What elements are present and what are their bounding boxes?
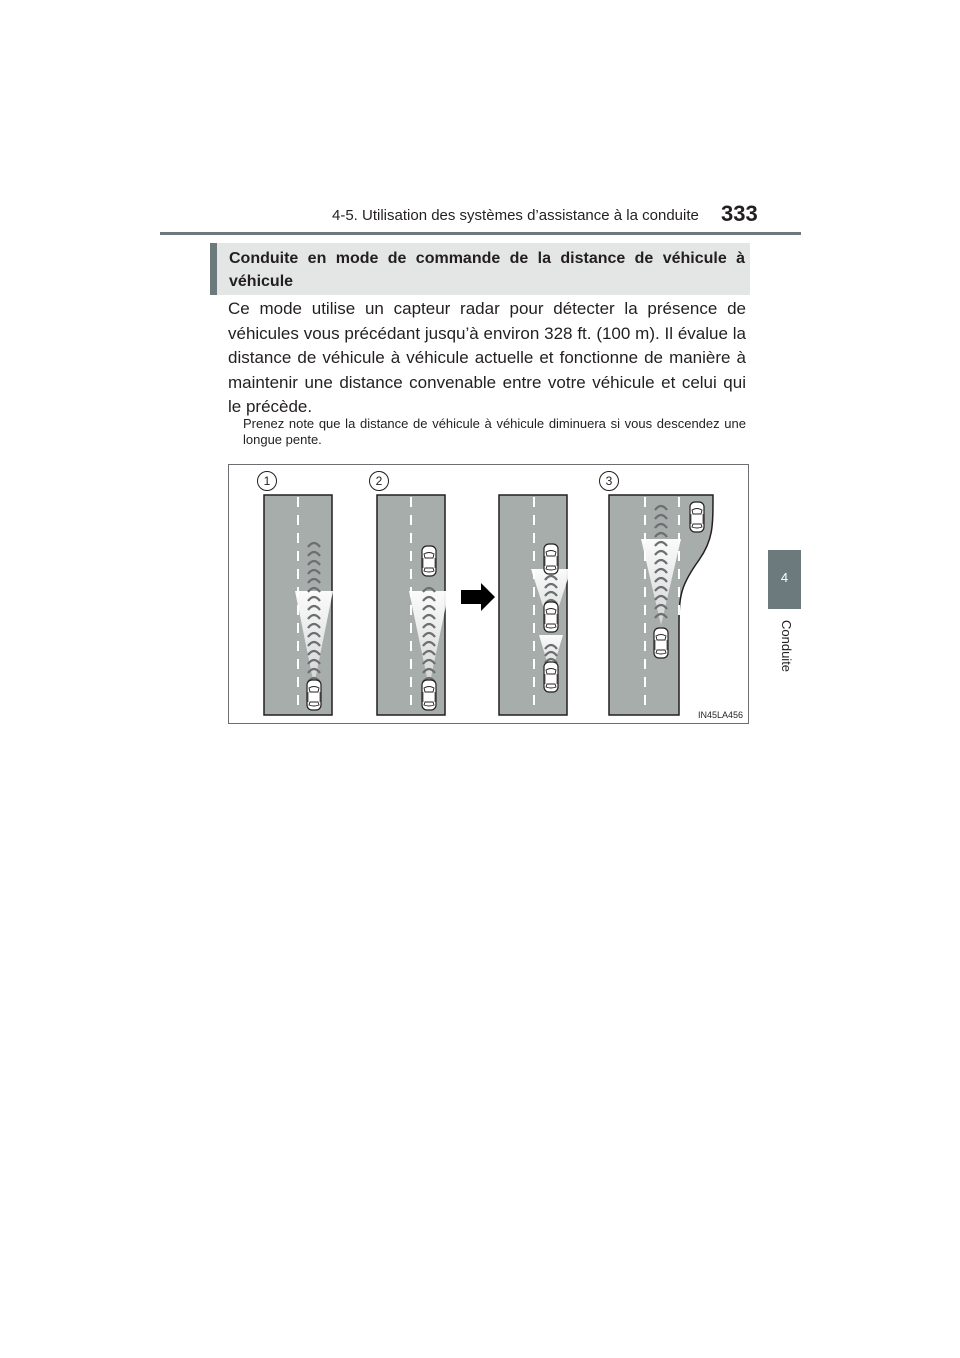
- illustration-svg: [229, 465, 750, 725]
- chapter-tab-label: Conduite: [779, 620, 794, 673]
- road-scene-1: [264, 495, 333, 715]
- section-heading-box: [210, 243, 750, 295]
- header-divider: [160, 232, 801, 235]
- road-scene-3: [609, 495, 713, 715]
- chapter-title: 4-5. Utilisation des systèmes d’assistance à la conduite: [332, 207, 699, 224]
- transition-arrow: [461, 583, 495, 611]
- figure-id: IN45LA456: [697, 710, 743, 720]
- note-paragraph: Prenez note que la distance de véhicule à véhicule diminuera si vous descendez une longue pente.: [243, 416, 746, 447]
- figure-label-1: 1: [257, 471, 277, 491]
- road-scene-2b: [499, 495, 571, 715]
- figure-label-3: 3: [599, 471, 619, 491]
- body-paragraph: Ce mode utilise un capteur radar pour détecter la présence de véhicules vous précédant jusqu’à environ 328 ft. (100 m). Il évalue la distance de véhicule à véhicule actuelle et fonctionne de manière à maintenir une distance convenable entre votre véhicule et celui qui le précède.: [228, 299, 746, 416]
- road-scene-2: [377, 495, 449, 715]
- section-title: Conduite en mode de commande de la distance de véhicule à véhicule: [229, 250, 745, 290]
- page-number: 333: [721, 201, 758, 226]
- figure-label-2: 2: [369, 471, 389, 491]
- distance-control-illustration: [228, 464, 749, 724]
- chapter-tab-number: 4: [780, 570, 789, 585]
